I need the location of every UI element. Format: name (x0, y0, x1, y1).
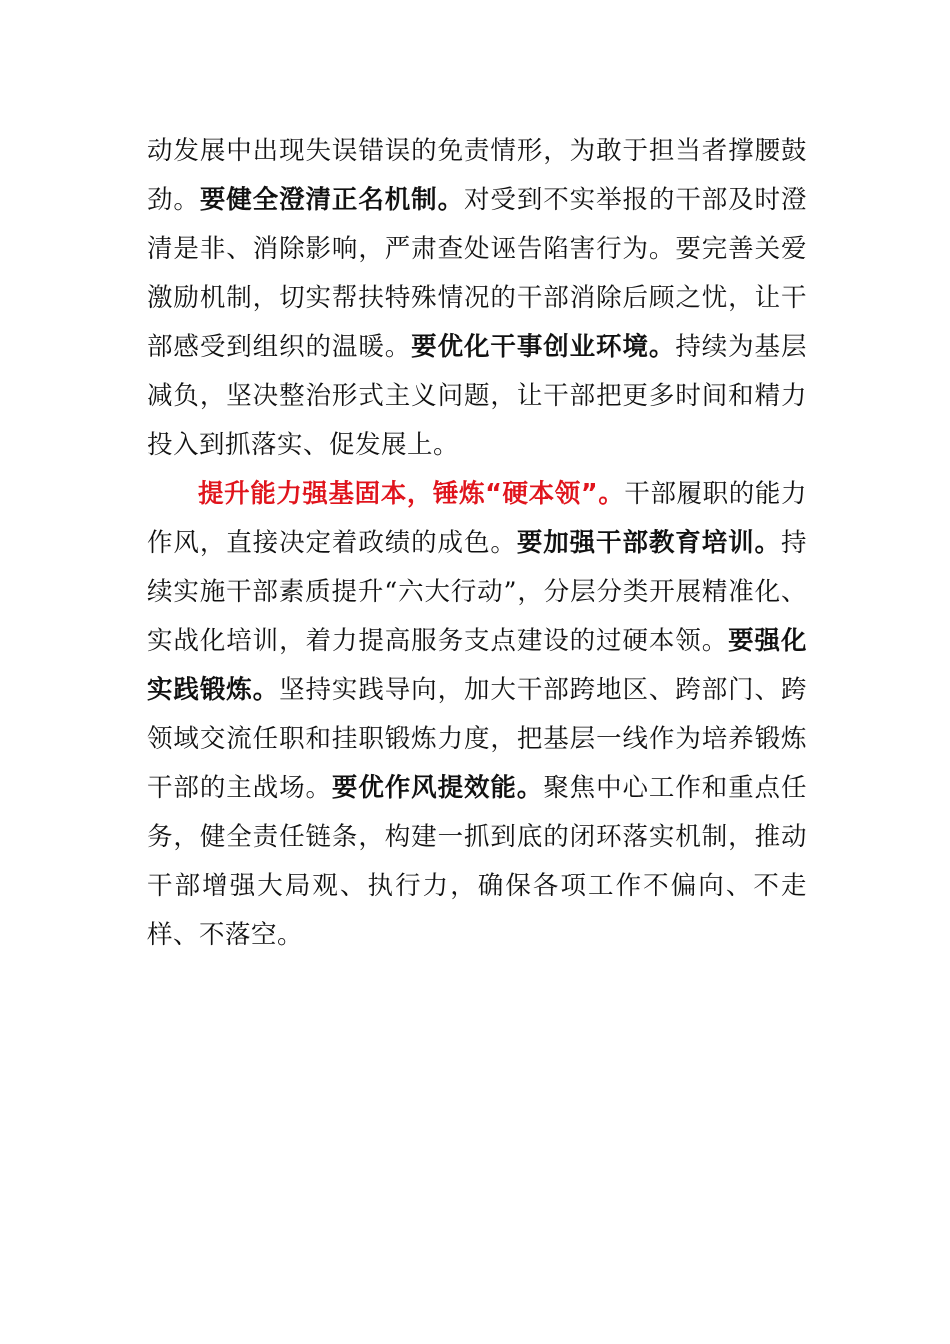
paragraph-text: 动发展中出现失误错误的免责情形，为敢于担当者撑腰鼓劲。 (147, 136, 807, 215)
paragraph-continuation (147, 127, 807, 470)
paragraph-text: 干部履职的能力作风，直接决定着政绩的成色。 (147, 479, 807, 558)
bold-phrase: 要健全澄清正名机制。 (199, 185, 464, 215)
paragraph-text: 坚持实践导向，加大干部跨地区、跨部门、跨领域交流任职和挂职锻炼力度，把基层一线作为培养锻炼干部的主战场。 (147, 675, 807, 803)
bold-phrase: 要加强干部教育培训。 (516, 528, 781, 558)
paragraph-text: 聚焦中心工作和重点任务，健全责任链条，构建一抓到底的闭环落实机制，推动干部增强大局观、执行力，确保各项工作不偏向、不走样、不落空。 (147, 773, 807, 950)
bold-phrase: 要优化干事创业环境。 (411, 332, 676, 362)
paragraph-text: 持续实施干部素质提升“六大行动”，分层分类开展精准化、实战化培训，着力提高服务支点建设的过硬本领。 (147, 528, 807, 656)
paragraph-text: 持续为基层减负，坚决整治形式主义问题，让干部把更多时间和精力投入到抓落实、促发展上。 (147, 332, 807, 460)
paragraph-ability (147, 470, 807, 960)
paragraph-text: 对受到不实举报的干部及时澄清是非、消除影响，严肃查处诬告陷害行为。要完善关爱激励机制，切实帮扶特殊情况的干部消除后顾之忧，让干部感受到组织的温暖。 (147, 185, 807, 362)
bold-phrase: 要强化实践锻炼。 (147, 626, 807, 705)
document-body (147, 127, 807, 960)
section-heading: 提升能力强基固本，锤炼“硬本领”。 (198, 479, 625, 509)
bold-phrase: 要优作风提效能。 (331, 773, 544, 803)
